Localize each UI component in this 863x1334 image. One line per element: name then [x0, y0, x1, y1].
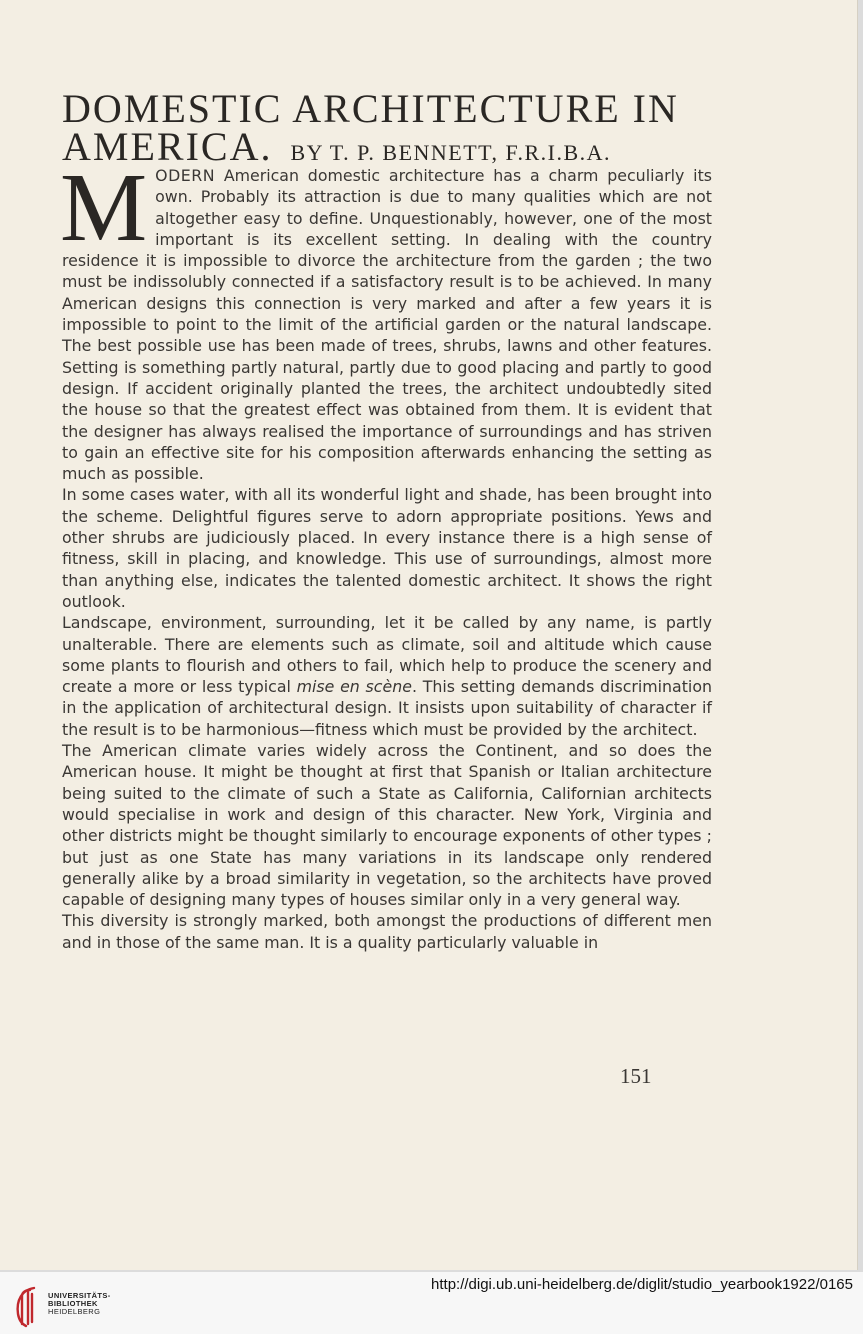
byline: BY T. P. BENNETT, F.R.I.B.A.	[290, 140, 612, 165]
library-name-line-1: UNIVERSITÄTS-	[48, 1291, 111, 1300]
article-body	[60, 154, 712, 953]
paragraph-2: In some cases water, with all its wonderful light and shade, has been brought into the scheme. Delightful figures serve to adorn appropriate positions. Yews and other shrubs are judiciously placed. In every instance there is a high sense of fitness, skill in placing, and knowledge. This use of surroundings, almost more than anything else, indicates the talented domestic architect. It shows the right outlook.	[62, 485, 712, 611]
footer-bar	[0, 1272, 863, 1334]
paragraph-4: The American climate varies widely across the Continent, and so does the American house. It might be thought at first that Spanish or Italian architecture being suited to the climate of such a State as California, Californian architects would specialise in work and design of this character. New York, Virginia and other districts might be thought similarly to encourage exponents of other types ; but just as one State has many variations in its landscape only rendered generally alike by a broad similarity in vegetation, so the architects have proved capable of designing many types of houses similar only in a very general way.	[62, 741, 712, 910]
paragraph-3-text-b: . This setting demands discrimination in the application of architectural design. It insists upon suitability of character if the result is to be harmonious—fitness which must be provided by the architect.	[62, 677, 712, 739]
title-line-1: DOMESTIC ARCHITECTURE IN	[62, 86, 679, 131]
paragraph-5: This diversity is strongly marked, both amongst the productions of different men and in those of the same man. It is a quality particularly valuable in	[62, 911, 712, 952]
library-name-line-2: BIBLIOTHEK	[48, 1299, 98, 1308]
library-name	[48, 1292, 111, 1316]
library-name-line-3: HEIDELBERG	[48, 1307, 101, 1316]
paragraph-1	[60, 154, 712, 484]
paragraph-1-text: American domestic architecture has a charm peculiarly its own. Probably its attraction is due to many qualities which are not altogether easy to define. Unquestionably, however, one of the most important is its excellent setting. In dealing with the country residence it is impossible to divorce the architecture from the garden ; the two must be indissolubly connected if a satisfactory result is to be achieved. In many American designs this connection is very marked and after a few years it is impossible to point to the limit of the artificial garden or the natural landscape. The best possible use has been made of trees, shrubs, lawns and other features. Setting is something partly natural, partly due to good placing and partly to good design. If accident originally planted the trees, the architect undoubtedly sited the house so that the greatest effect was obtained from them. It is evident that the designer has always realised the importance of surroundings and has striven to gain an effective site for his composition afterwards enhancing the setting as much as possible.	[62, 166, 712, 484]
italic-phrase: mise en scène	[296, 677, 412, 697]
drop-cap: M	[60, 154, 148, 262]
library-logo-icon	[12, 1284, 40, 1328]
paragraph-3-text-a: Landscape, environment, surrounding, let it be called by any name, is partly unalterable. There are elements such as climate, soil and altitude which cause some plants to flourish and others to fail, which help to produce the scenery and create a more or less typical	[62, 613, 712, 697]
page-number: 151	[620, 1064, 652, 1088]
title-line-2-text: AMERICA.	[62, 124, 273, 169]
paragraph-3	[62, 612, 712, 740]
lead-word: ODERN	[155, 166, 216, 185]
article-title	[62, 86, 712, 172]
source-url-link[interactable]: http://digi.ub.uni-heidelberg.de/diglit/studio_yearbook1922/0165	[431, 1276, 853, 1293]
